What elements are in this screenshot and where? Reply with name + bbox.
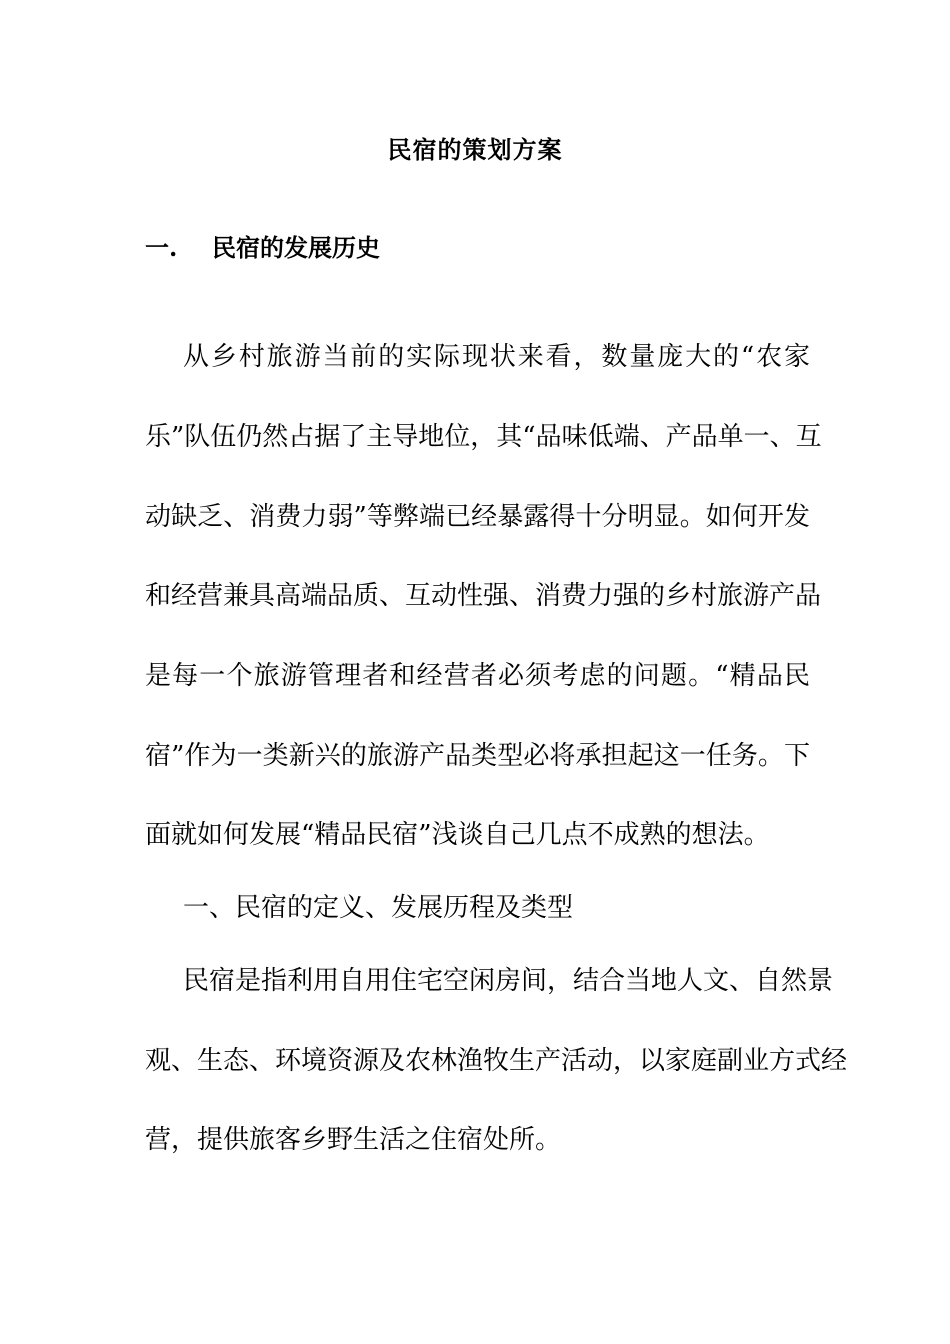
paragraph-line: 民宿是指利用自用住宅空闲房间，结合当地人文、自然景 — [183, 966, 834, 996]
paragraph-line: 乐”队伍仍然占据了主导地位，其“品味低端、产品单一、互 — [145, 422, 822, 452]
section-heading-text: 民宿的发展历史 — [212, 233, 380, 262]
paragraph-line: 从乡村旅游当前的实际现状来看，数量庞大的“农家 — [183, 342, 810, 372]
section-number: 一. — [145, 233, 178, 262]
paragraph-line: 营，提供旅客乡野生活之住宿处所。 — [145, 1125, 562, 1155]
paragraph-line: 宿”作为一类新兴的旅游产品类型必将承担起这一任务。下 — [145, 741, 810, 771]
paragraph-line: 观、生态、环境资源及农林渔牧生产活动，以家庭副业方式经 — [145, 1046, 848, 1076]
paragraph-line: 动缺乏、消费力弱”等弊端已经暴露得十分明显。如何开发 — [145, 502, 810, 532]
section-heading — [145, 230, 380, 266]
subheading: 一、民宿的定义、发展历程及类型 — [183, 893, 574, 923]
document-title: 民宿的策划方案 — [387, 135, 563, 164]
paragraph-line: 是每一个旅游管理者和经营者必须考虑的问题。“精品民 — [145, 661, 810, 691]
paragraph-line: 面就如何发展“精品民宿”浅谈自己几点不成熟的想法。 — [145, 820, 770, 850]
paragraph-line: 和经营兼具高端品质、互动性强、消费力强的乡村旅游产品 — [145, 581, 822, 611]
